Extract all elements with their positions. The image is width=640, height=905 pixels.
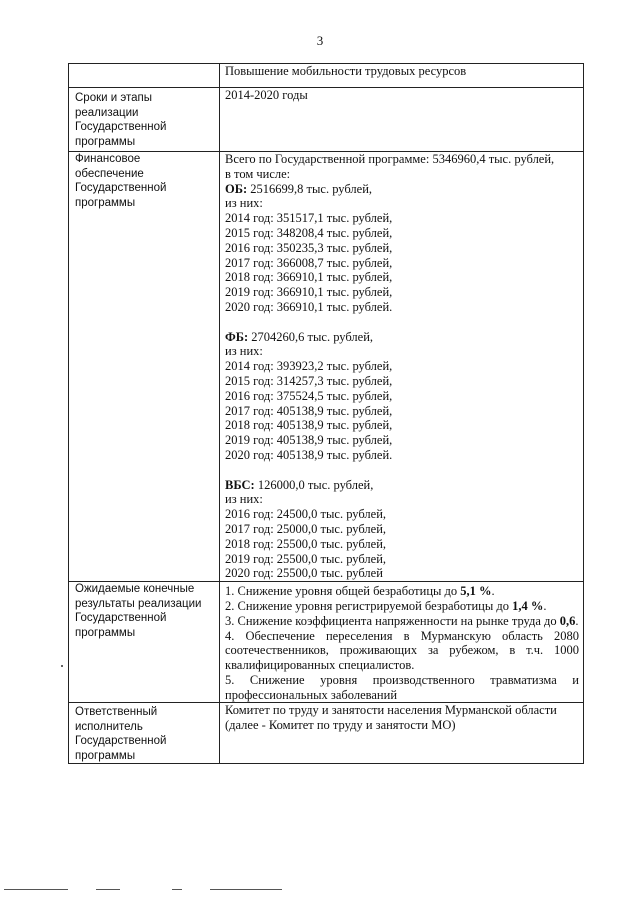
finance-text [220, 152, 583, 581]
terms-label-line: программы [75, 135, 136, 148]
finance-label-line: программы [75, 196, 136, 209]
ob-heading [225, 182, 579, 197]
fb-year-line: 2014 год: 393923,2 тыс. рублей, [225, 359, 393, 374]
terms-label-cell [69, 88, 220, 152]
finance-label-cell [69, 152, 220, 582]
results-label-line: результаты реализации [75, 597, 202, 610]
ob-year-line: 2014 год: 351517,1 тыс. рублей, [225, 211, 393, 226]
page-number: 3 [316, 33, 324, 48]
fb-heading [225, 330, 579, 345]
executor-label-cell [69, 703, 220, 764]
fb-year-line: 2017 год: 405138,9 тыс. рублей, [225, 403, 393, 418]
result-value: 0,6 [559, 613, 576, 628]
terms-text: 2014-2020 годы [225, 88, 308, 102]
ob-year-line: 2017 год: 366008,7 тыс. рублей, [225, 255, 393, 270]
terms-value-cell [220, 88, 584, 152]
program-passport-table [68, 63, 584, 764]
vbs-sub: из них: [225, 492, 263, 507]
ob-year-line: 2015 год: 348208,4 тыс. рублей, [225, 225, 393, 240]
finance-label-line: Государственной [75, 182, 167, 194]
vbs-year-line: 2020 год: 25500,0 тыс. рублей [225, 566, 383, 581]
result-item-2 [225, 599, 579, 614]
result-item-1 [225, 584, 579, 599]
vbs-heading [225, 478, 579, 493]
result-text: 2. Снижение уровня регистрируемой безработицы до [225, 598, 513, 613]
ob-year-line: 2018 год: 366910,1 тыс. рублей, [225, 270, 393, 285]
finance-total-line: в том числе: [225, 166, 291, 181]
result-end: . [491, 584, 495, 599]
executor-label-line: исполнитель [75, 720, 143, 733]
terms-label-line: реализации [75, 106, 139, 119]
results-text [220, 582, 583, 702]
terms-label [69, 88, 219, 149]
results-label-line: Ожидаемые конечные [75, 583, 195, 596]
result-item-5: 5. Снижение уровня производственного травматизма и профессиональных заболеваний [225, 672, 579, 702]
fb-year-line: 2016 год: 375524,5 тыс. рублей, [225, 388, 393, 403]
results-label-line: Государственной [75, 612, 167, 625]
executor-label-line: Государственной [75, 735, 167, 748]
result-end: . [543, 598, 547, 613]
ob-label: ОБ: [225, 181, 248, 196]
executor-label [69, 703, 219, 763]
finance-total-line: Всего по Государственной программе: 5346960,4 тыс. рублей, [225, 152, 555, 166]
vbs-total: 126000,0 тыс. рублей, [254, 477, 374, 492]
executor-value-cell [220, 703, 584, 764]
row-terms [69, 88, 584, 152]
finance-label [69, 152, 219, 210]
footer-rule [172, 889, 182, 890]
ob-total: 2516699,8 тыс. рублей, [247, 181, 373, 196]
result-value: 1,4 % [512, 598, 544, 613]
goals-text: Повышение мобильности трудовых ресурсов [225, 64, 467, 78]
row-finance [69, 152, 584, 582]
fb-year-line: 2020 год: 405138,9 тыс. рублей. [225, 447, 393, 462]
row-results [69, 582, 584, 703]
terms-label-line: Государственной [75, 121, 167, 133]
vbs-year-line: 2019 год: 25500,0 тыс. рублей, [225, 551, 387, 566]
result-text: 1. Снижение уровня общей безработицы до [225, 584, 461, 599]
vbs-year-line: 2016 год: 24500,0 тыс. рублей, [225, 507, 387, 522]
goals-label-cell [69, 64, 220, 88]
row-executor [69, 703, 584, 764]
executor-text: Комитет по труду и занятости населения Мурманской области (далее - Комитет по труду и занятости МО) [225, 703, 557, 733]
ob-year-line: 2020 год: 366910,1 тыс. рублей. [225, 299, 393, 314]
fb-year-line: 2015 год: 314257,3 тыс. рублей, [225, 373, 393, 388]
executor-label-line: Ответственный [75, 706, 158, 719]
vbs-year-line: 2018 год: 25500,0 тыс. рублей, [225, 536, 387, 551]
spacer [225, 463, 579, 478]
result-text: 3. Снижение коэффициента напряженности на рынке труда до [225, 613, 560, 628]
ob-year-line: 2019 год: 366910,1 тыс. рублей, [225, 285, 393, 300]
spacer [225, 315, 579, 330]
fb-total: 2704260,6 тыс. рублей, [248, 329, 374, 344]
scan-speck [61, 665, 63, 667]
vbs-label: ВБС: [225, 477, 255, 492]
row-goals [69, 64, 584, 88]
result-end: . [575, 613, 579, 628]
result-value: 5,1 % [460, 584, 492, 599]
results-value-cell [220, 582, 584, 703]
fb-sub: из них: [225, 344, 263, 359]
goals-value-cell [220, 64, 584, 88]
fb-label: ФБ: [225, 329, 249, 344]
results-label [69, 582, 219, 640]
finance-label-line: обеспечение [75, 167, 144, 180]
finance-value-cell [220, 152, 584, 582]
results-label-line: программы [75, 626, 136, 639]
ob-year-line: 2016 год: 350235,3 тыс. рублей, [225, 240, 393, 255]
ob-sub: из них: [225, 196, 263, 211]
fb-year-line: 2019 год: 405138,9 тыс. рублей, [225, 433, 393, 448]
result-item-4: 4. Обеспечение переселения в Мурманскую область 2080 соотечественников, проживающих за рубежом, в т.ч. 1000 квалифицированных специалистов. [225, 628, 579, 673]
terms-label-line: Сроки и этапы [75, 92, 153, 104]
footer-rule [210, 889, 282, 890]
footer-rule [4, 889, 68, 890]
footer-rule [96, 889, 120, 890]
fb-year-line: 2018 год: 405138,9 тыс. рублей, [225, 418, 393, 433]
vbs-year-line: 2017 год: 25000,0 тыс. рублей, [225, 521, 387, 536]
results-label-cell [69, 582, 220, 703]
finance-label-line: Финансовое [75, 153, 141, 165]
executor-label-line: программы [75, 749, 136, 762]
result-item-3 [225, 614, 579, 629]
